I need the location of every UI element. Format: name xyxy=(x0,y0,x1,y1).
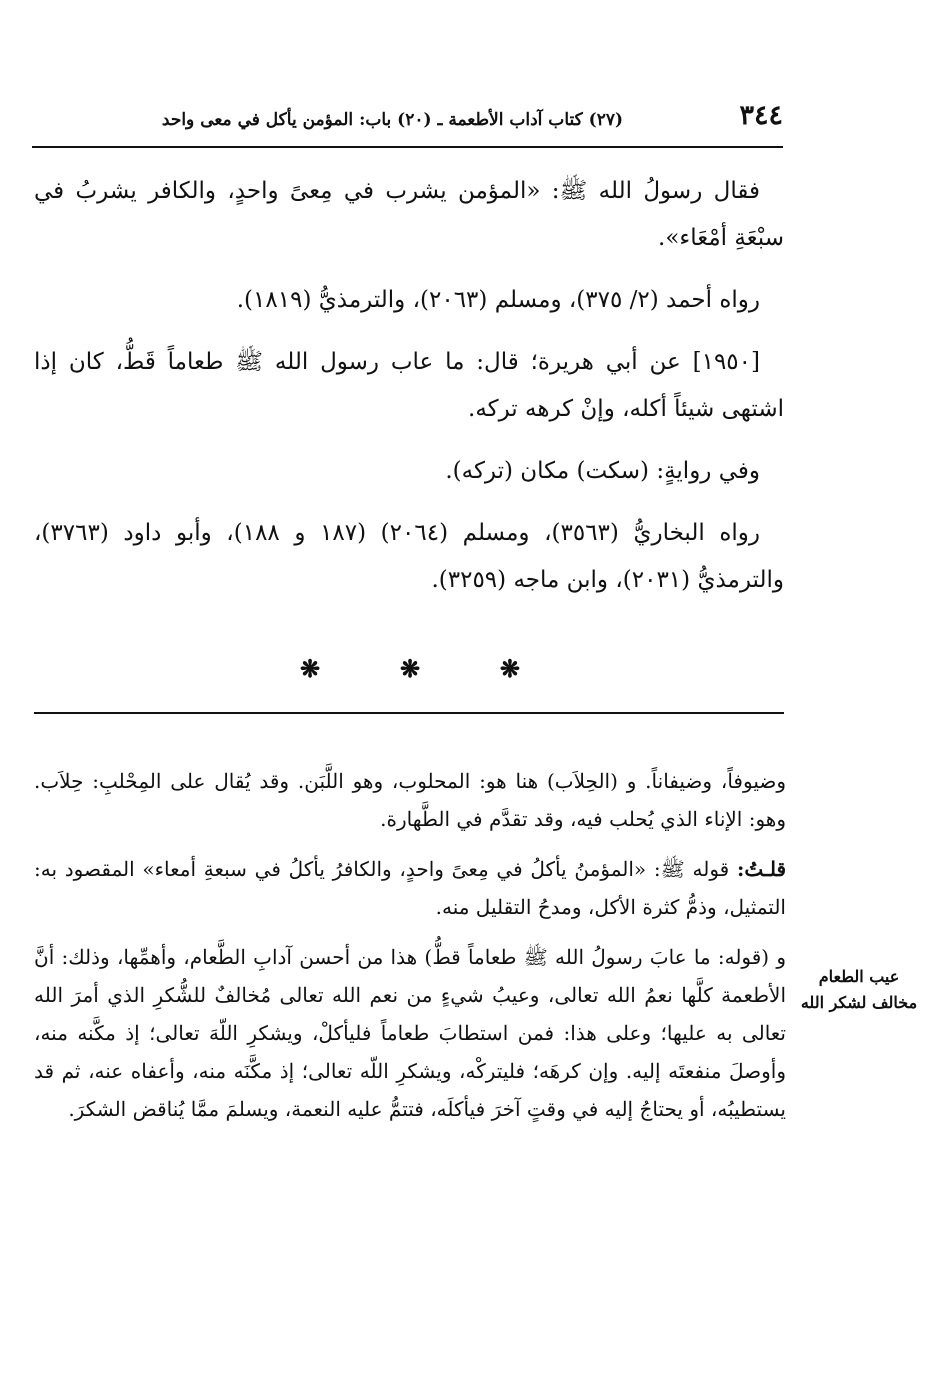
hadith-source-1: رواه أحمد (٢/ ٣٧٥)، ومسلم (٢٠٦٣)، والترمذيُّ (١٨١٩). xyxy=(236,287,760,313)
header-rule xyxy=(32,146,783,148)
commentary-paragraph-2 xyxy=(34,850,786,926)
commentary-paragraph-3: و (قوله: ما عابَ رسولُ الله ﷺ طعاماً قطُّ) هذا من أحسن آدابِ الطَّعام، وأهمِّها، وذلك: أنَّ الأطعمة كلَّها نعمُ الله تعالى، وعيبُ شيءٍ من نعم الله تعالى مُخالفٌ للشُّكرِ الذي أمرَ الله تعالى به عليها؛ وعلى هذا: فمن استطابَ طعاماً فليأكلْ، ويشكرِ اللّهَ تعالى؛ إذ مكَّنه منه، وأوصلَ منفعتَه إليه. وإن كرهَه؛ فليتركْه، ويشكرِ اللّه تعالى؛ إذ مكَّنَه منه، وأعفاه عنه، ثم قد يستطيبُه، أو يحتاجُ إليه في وقتٍ آخرَ فيأكلَه، فتتمُّ عليه النعمة، ويسلمَ ممَّا يُناقض الشكرَ. xyxy=(34,945,786,1121)
running-title: (٢٧) كتاب آداب الأطعمة ـ (٢٠) باب: المؤمن يأكل في معى واحد xyxy=(161,110,623,130)
separator-star: ❋ xyxy=(399,654,421,683)
page-number: ٣٤٤ xyxy=(739,100,783,131)
separator-star: ❋ xyxy=(499,654,520,683)
hadith-source-1950: رواه البخاريُّ (٣٥٦٣)، ومسلم (٢٠٦٤) (١٨٧ و ١٨٨)، وأبو داود (٣٧٦٣)، والترمذيُّ (٢٠٣١)، وابن ماجه (٣٢٥٩). xyxy=(34,520,784,593)
separator-star: ❋ xyxy=(300,654,321,683)
hadith-text-1: فقال رسولُ الله ﷺ: «المؤمن يشرب في مِعىً واحدٍ، والكافر يشربُ في سبْعَةِ أمْعَاء». xyxy=(34,178,784,251)
commentary-paragraph-2-body: قوله ﷺ: «المؤمنُ يأكلُ في مِعىً واحدٍ، والكافرُ يأكلُ في سبعةِ أمعاء» المقصود به: التمثيل، وذمُّ كثرة الأكل، ومدحُ التقليل منه. xyxy=(34,857,786,919)
page-header xyxy=(32,96,783,136)
narration-variant: وفي روايةٍ: (سكت) مكان (تركه). xyxy=(445,458,760,484)
commentary xyxy=(34,762,786,1140)
qultu-label: قلـتُ: xyxy=(736,857,786,881)
section-separator xyxy=(300,654,520,683)
hadith-text-1950: [١٩٥٠] عن أبي هريرة؛ قال: ما عاب رسول الله ﷺ طعاماً قَطُّ، كان إذا اشتهى شيئاً أكله، وإنْ كرهه تركه. xyxy=(34,349,784,422)
commentary-paragraph-1: وضيوفاً، وضيفاناً. و (الحِلاَب) هنا هو: المحلوب، وهو اللَّبَن. وقد يُقال على المِحْلبِ: حِلاَب. وهو: الإناء الذي يُحلب فيه، وقد تقدَّم في الطَّهارة. xyxy=(34,769,786,831)
main-text xyxy=(34,168,784,619)
margin-note: عيب الطعام مخالف لشكر الله xyxy=(800,967,918,1012)
footnote-rule xyxy=(34,712,784,714)
